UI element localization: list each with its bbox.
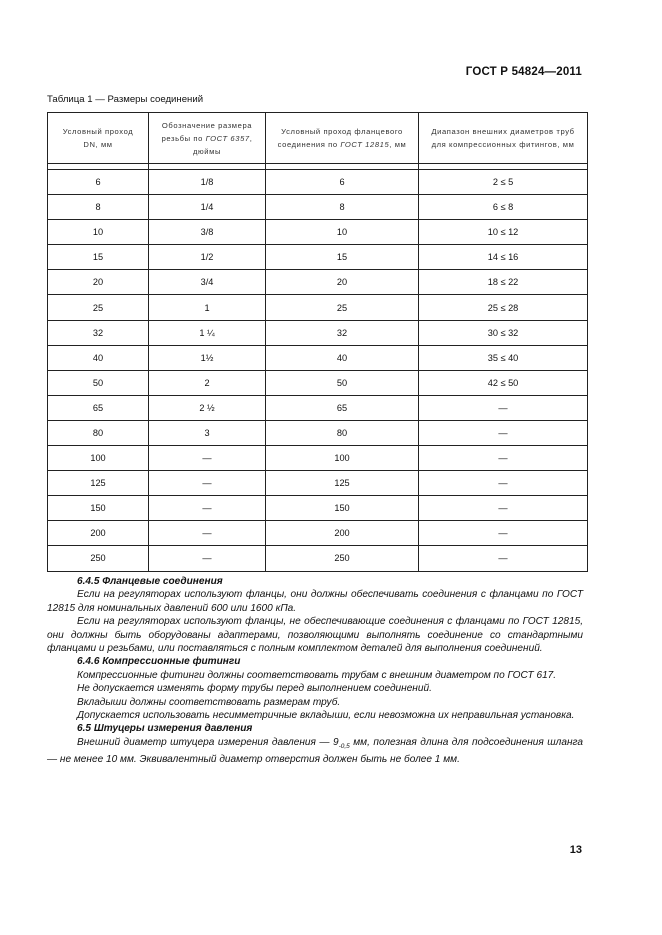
table-row — [48, 521, 588, 546]
table-row — [48, 270, 588, 295]
section-heading-645: 6.4.5 Фланцевые соединения — [77, 576, 223, 587]
cell-pipe-diameter-range: — — [419, 496, 588, 521]
table-row — [48, 496, 588, 521]
cell-nominal-bore: 200 — [48, 521, 149, 546]
cell-pipe-diameter-range: 30 ≤ 32 — [419, 320, 588, 345]
table-row — [48, 370, 588, 395]
cell-thread-size: 3 — [149, 420, 266, 445]
cell-nominal-bore: 25 — [48, 295, 149, 320]
section-heading-65: 6.5 Штуцеры измерения давления — [77, 723, 253, 735]
cell-thread-size: 1 — [149, 295, 266, 320]
header-nominal-bore: Условный проход DN, мм — [48, 113, 149, 164]
cell-nominal-bore: 10 — [48, 220, 149, 245]
table-row — [48, 395, 588, 420]
cell-nominal-bore: 6 — [48, 170, 149, 195]
cell-pipe-diameter-range: — — [419, 471, 588, 496]
cell-nominal-bore: 32 — [48, 320, 149, 345]
paragraph: Компрессионные фитинги должны соответствовать трубам с внешним диаметром по ГОСТ 617. — [77, 669, 557, 681]
table-row — [48, 220, 588, 245]
paragraph: Вкладыши должны соответствовать размерам труб. — [77, 696, 341, 708]
cell-nominal-bore: 8 — [48, 195, 149, 220]
table-body — [48, 170, 588, 572]
cell-thread-size: 1/4 — [149, 195, 266, 220]
table-row — [48, 245, 588, 270]
cell-nominal-bore: 65 — [48, 395, 149, 420]
cell-thread-size: 1½ — [149, 345, 266, 370]
table-row — [48, 471, 588, 496]
page-number: 13 — [569, 844, 582, 856]
cell-flange-bore: 8 — [266, 195, 419, 220]
cell-pipe-diameter-range: 14 ≤ 16 — [419, 245, 588, 270]
paragraph: Не допускается изменять форму трубы перед выполнением соединений. — [77, 683, 432, 695]
cell-flange-bore: 250 — [266, 546, 419, 571]
cell-pipe-diameter-range: 10 ≤ 12 — [419, 220, 588, 245]
table-row — [48, 170, 588, 195]
cell-nominal-bore: 150 — [48, 496, 149, 521]
cell-nominal-bore: 20 — [48, 270, 149, 295]
table-row — [48, 345, 588, 370]
cell-thread-size: 1 ¼ — [149, 320, 266, 345]
cell-flange-bore: 15 — [266, 245, 419, 270]
cell-nominal-bore: 50 — [48, 370, 149, 395]
cell-flange-bore: 50 — [266, 370, 419, 395]
cell-pipe-diameter-range: 25 ≤ 28 — [419, 295, 588, 320]
paragraph: Если на регуляторах используют фланцы, не обеспечивающие соединения с фланцами по ГОСТ 12815, они должны быть оборудованы адаптерами, позволяющими выполнять соединение со стандартными фланцами и резьбами, или поставляться с полным комплектом деталей для выполнения соединений. — [47, 616, 583, 655]
cell-pipe-diameter-range: 6 ≤ 8 — [419, 195, 588, 220]
cell-pipe-diameter-range: 18 ≤ 22 — [419, 270, 588, 295]
cell-flange-bore: 40 — [266, 345, 419, 370]
cell-thread-size: — — [149, 521, 266, 546]
cell-thread-size: 3/4 — [149, 270, 266, 295]
cell-flange-bore: 32 — [266, 320, 419, 345]
cell-thread-size: — — [149, 446, 266, 471]
cell-pipe-diameter-range: 2 ≤ 5 — [419, 170, 588, 195]
table-row — [48, 295, 588, 320]
cell-thread-size: 3/8 — [149, 220, 266, 245]
cell-pipe-diameter-range: — — [419, 546, 588, 571]
cell-pipe-diameter-range: — — [419, 446, 588, 471]
table-header-row — [48, 113, 588, 164]
cell-flange-bore: 200 — [266, 521, 419, 546]
table-row — [48, 446, 588, 471]
body-text — [47, 575, 583, 767]
paragraph: Внешний диаметр штуцера измерения давления — $9_{-0,5}$ мм, полезная длина для подсоединения шланга — не менее 10 мм. Эквивалентный диаметр отверстия должен быть не более 1 мм. — [47, 736, 583, 766]
cell-flange-bore: 125 — [266, 471, 419, 496]
cell-thread-size: — — [149, 471, 266, 496]
header-flange-bore: Условный проход фланцевого соединения по ГОСТ 12815, мм — [266, 113, 419, 164]
cell-flange-bore: 6 — [266, 170, 419, 195]
table-row — [48, 195, 588, 220]
cell-pipe-diameter-range: — — [419, 395, 588, 420]
cell-pipe-diameter-range: — — [419, 420, 588, 445]
cell-flange-bore: 65 — [266, 395, 419, 420]
cell-nominal-bore: 80 — [48, 420, 149, 445]
paragraph: Если на регуляторах используют фланцы, они должны обеспечивать соединения с фланцами по ГОСТ 12815 для номинальных давлений 600 или 1600 кПа. — [47, 589, 583, 614]
cell-nominal-bore: 100 — [48, 446, 149, 471]
table-row — [48, 320, 588, 345]
cell-flange-bore: 10 — [266, 220, 419, 245]
cell-flange-bore: 25 — [266, 295, 419, 320]
cell-nominal-bore: 15 — [48, 245, 149, 270]
cell-pipe-diameter-range: 42 ≤ 50 — [419, 370, 588, 395]
paragraph: Допускается использовать несимметричные вкладыши, если невозможна их неправильная установка. — [77, 710, 575, 722]
cell-thread-size: — — [149, 496, 266, 521]
cell-thread-size: 1/2 — [149, 245, 266, 270]
cell-flange-bore: 100 — [266, 446, 419, 471]
cell-nominal-bore: 40 — [48, 345, 149, 370]
cell-pipe-diameter-range: — — [419, 521, 588, 546]
dimensions-table — [47, 112, 588, 572]
cell-thread-size: — — [149, 546, 266, 571]
section-heading-646: 6.4.6 Компрессионные фитинги — [77, 656, 241, 668]
cell-nominal-bore: 125 — [48, 471, 149, 496]
cell-thread-size: 1/8 — [149, 170, 266, 195]
document-code: ГОСТ Р 54824—2011 — [465, 66, 582, 78]
cell-flange-bore: 150 — [266, 496, 419, 521]
cell-pipe-diameter-range: 35 ≤ 40 — [419, 345, 588, 370]
table-row — [48, 546, 588, 571]
cell-thread-size: 2 — [149, 370, 266, 395]
table-row — [48, 420, 588, 445]
header-pipe-diameter-range: Диапазон внешних диаметров труб для компрессионных фитингов, мм — [419, 113, 588, 164]
header-thread-size: Обозначение размера резьбы по ГОСТ 6357, дюймы — [149, 113, 266, 164]
table-caption: Таблица 1 — Размеры соединений — [47, 94, 204, 105]
cell-flange-bore: 80 — [266, 420, 419, 445]
cell-flange-bore: 20 — [266, 270, 419, 295]
cell-thread-size: 2 ½ — [149, 395, 266, 420]
cell-nominal-bore: 250 — [48, 546, 149, 571]
